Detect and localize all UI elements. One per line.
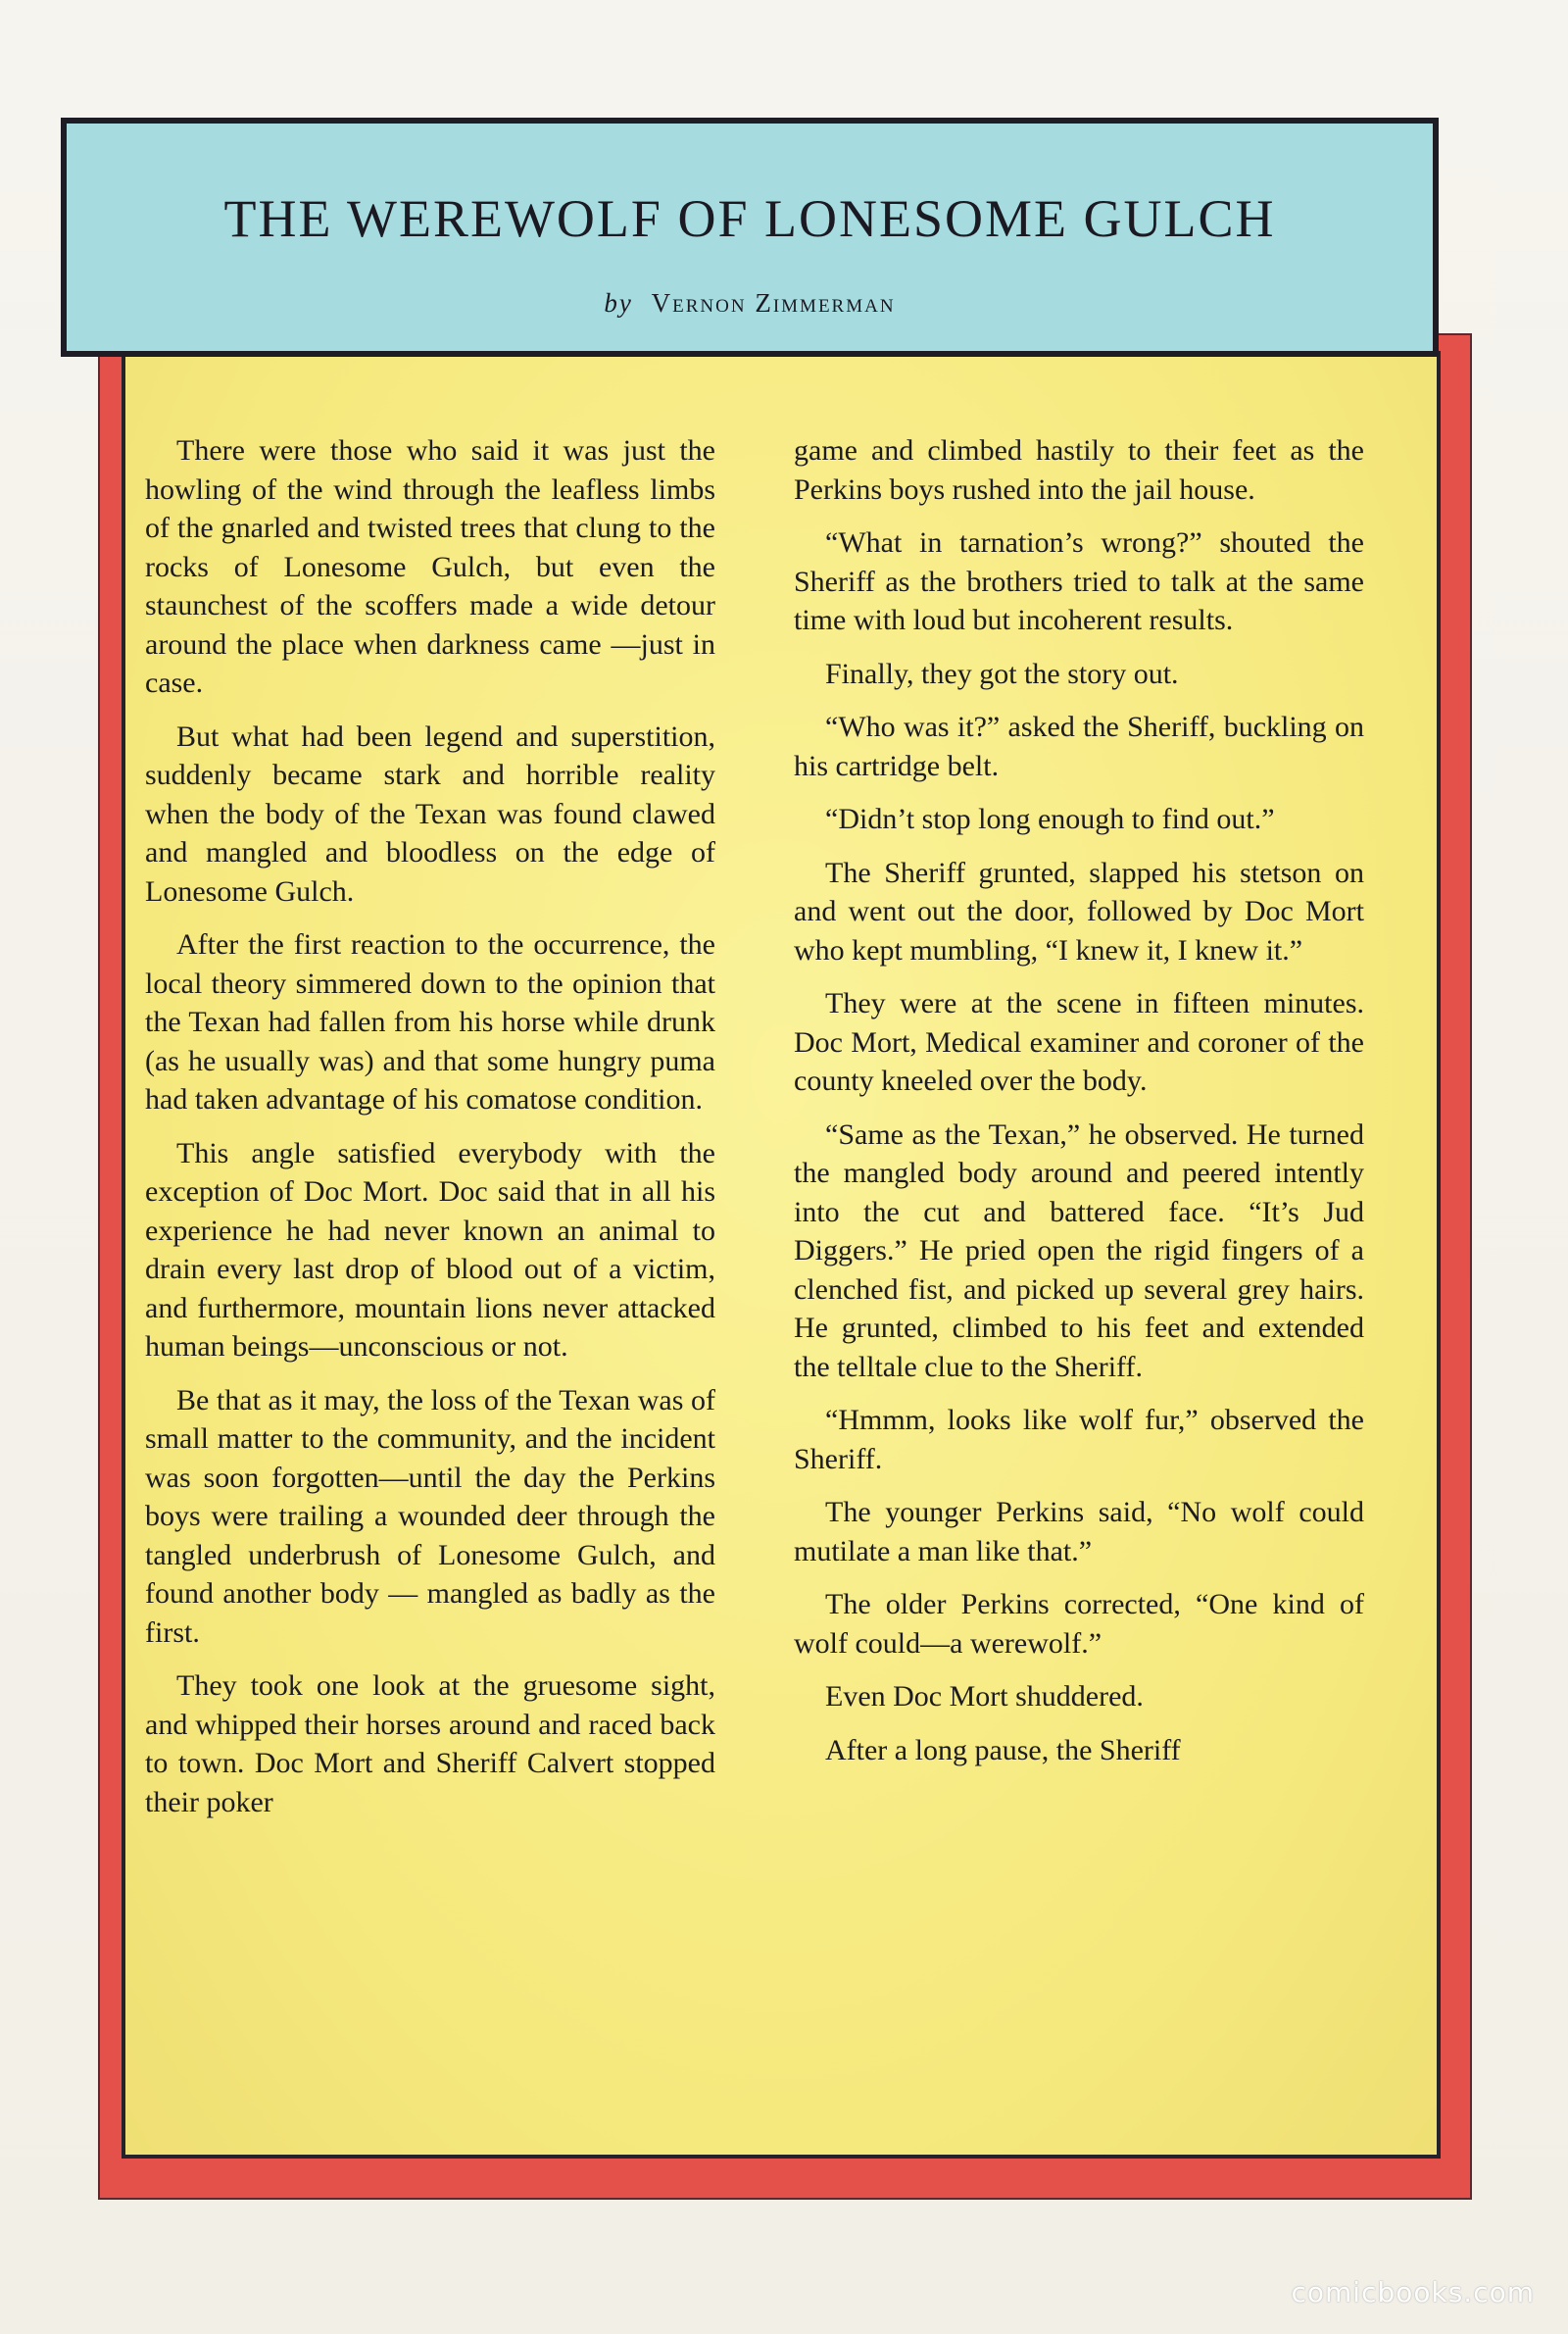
paragraph: “Hmmm, looks like wolf fur,” observed the Sheriff. — [794, 1404, 1364, 1475]
paragraph: After the first reaction to the occurrence, the local theory simmered down to the opinion that the Texan had fallen from his horse while drunk (as he usually was) and that some hungry puma had taken advantage of his comatose condition. — [145, 928, 715, 1116]
story-title: THE WEREWOLF OF LONESOME GULCH — [223, 189, 1276, 248]
paragraph: There were those who said it was just the howling of the wind through the leafless limbs of the gnarled and twisted trees that clung to the rocks of Lonesome Gulch, but even the staunchest of the scoffers made a wide detour around the place when darkness came —just in case. — [145, 434, 715, 699]
byline — [67, 288, 1433, 319]
right-text-column — [794, 431, 1364, 1784]
left-text-column — [145, 431, 715, 1836]
paragraph: “Who was it?” asked the Sheriff, buckling on his cartridge belt. — [794, 711, 1364, 782]
paragraph: The Sheriff grunted, slapped his stetson on and went out the door, followed by Doc Mort who kept mumbling, “I knew it, I knew it.” — [794, 856, 1364, 967]
paragraph: This angle satisfied everybody with the exception of Doc Mort. Doc said that in all his experience he had never known an animal to drain every last drop of blood out of a victim, and furthermore, mountain lions never attacked human beings—unconscious or not. — [145, 1136, 715, 1363]
paragraph: “What in tarnation’s wrong?” shouted the Sheriff as the brothers tried to talk at the same time with loud but incoherent results. — [794, 526, 1364, 636]
paragraph: Even Doc Mort shuddered. — [825, 1680, 1144, 1713]
author-name: Vernon Zimmerman — [651, 288, 896, 318]
paragraph: Finally, they got the story out. — [825, 657, 1179, 690]
byline-prefix: by — [604, 288, 633, 318]
paragraph: “Same as the Texan,” he observed. He turned the mangled body around and peered intently into the cut and battered face. “It’s Jud Diggers.” He pried open the rigid fingers of a clenched fist, and picked up several grey hairs. He grunted, climbed to his feet and extended the telltale clue to the Sheriff. — [794, 1117, 1364, 1383]
paragraph: They were at the scene in fifteen minutes. Doc Mort, Medical examiner and coroner of the county kneeled over the body. — [794, 987, 1364, 1097]
paragraph: “Didn’t stop long enough to find out.” — [825, 803, 1275, 835]
title-banner — [61, 118, 1439, 357]
paragraph: Be that as it may, the loss of the Texan was of small matter to the community, and the incident was soon forgotten—until the day the Perkins boys were trailing a wounded deer through the tangled underbrush of Lonesome Gulch, and found another body — mangled as badly as the first. — [145, 1383, 715, 1649]
site-watermark: comicbooks.com — [1291, 2276, 1535, 2309]
paragraph: After a long pause, the Sheriff — [825, 1733, 1181, 1766]
paragraph: But what had been legend and superstition, suddenly became stark and horrible reality when the body of the Texan was found clawed and mangled and bloodless on the edge of Lonesome Gulch. — [145, 720, 715, 908]
paragraph: The older Perkins corrected, “One kind of wolf could—a werewolf.” — [794, 1588, 1364, 1660]
paragraph: game and climbed hastily to their feet as the Perkins boys rushed into the jail house. — [794, 434, 1364, 506]
paragraph: They took one look at the gruesome sight, and whipped their horses around and raced back to town. Doc Mort and Sheriff Calvert stopped their poker — [145, 1669, 715, 1818]
paragraph: The younger Perkins said, “No wolf could mutilate a man like that.” — [794, 1496, 1364, 1567]
